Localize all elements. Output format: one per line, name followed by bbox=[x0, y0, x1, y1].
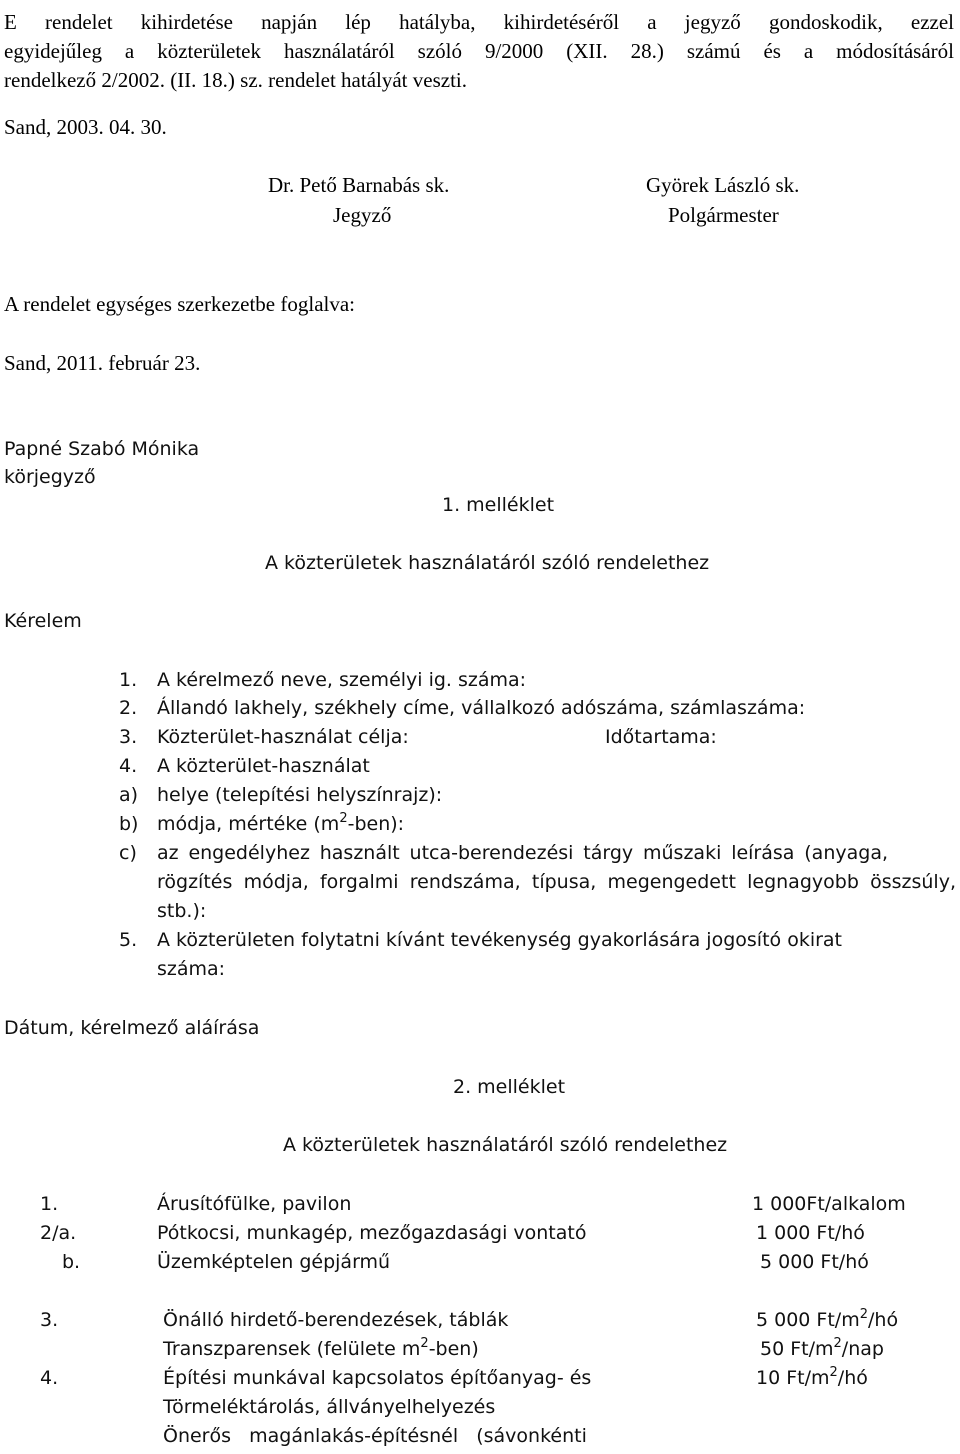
signature-right-title: Polgármester bbox=[668, 203, 779, 227]
method-extent-label: módja, mértéke $(m^2-ben)$: bbox=[157, 811, 405, 835]
row-number: 2/a. bbox=[40, 1222, 77, 1244]
address-tax-account-label: Állandó lakhely, székhely címe, vállalkozó adószáma, számlaszáma: bbox=[157, 697, 806, 719]
usage-purpose-label: Közterület-használat célja: bbox=[157, 726, 409, 748]
row-fee: 1 000Ft/alkalom bbox=[752, 1193, 906, 1215]
row-item: Építési munkával kapcsolatos építőanyag- és bbox=[163, 1367, 592, 1389]
item-number: 5. bbox=[119, 929, 138, 951]
row-number: b. bbox=[62, 1251, 81, 1273]
equipment-description-line-1: az engedélyhez használt utca-berendezési tárgy műszaki leírása (anyaga, bbox=[157, 842, 888, 864]
row-item: Árusítófülke, pavilon bbox=[157, 1193, 352, 1215]
permit-document-label-line-1: A közterületen folytatni kívánt tevékenység gyakorlására jogosító okirat bbox=[157, 929, 843, 951]
annex1-subtitle: A közterületek használatáról szóló rendelethez bbox=[265, 552, 710, 574]
clerk-title: körjegyző bbox=[4, 466, 96, 488]
row-number: 3. bbox=[40, 1309, 59, 1331]
row-item: Üzemképtelen gépjármű bbox=[157, 1251, 391, 1273]
public-space-usage-label: A közterület-használat bbox=[157, 755, 370, 777]
permit-document-label-line-2: száma: bbox=[157, 958, 226, 980]
row-item: Önerős magánlakás-építésnél (sávonkénti bbox=[163, 1425, 587, 1447]
row-item: Pótkocsi, munkagép, mezőgazdasági vontató bbox=[157, 1222, 587, 1244]
sub-item-letter: b) bbox=[119, 813, 139, 835]
item-number: 2. bbox=[119, 697, 138, 719]
sub-item-letter: c) bbox=[119, 842, 137, 864]
request-form-title: Kérelem bbox=[4, 610, 82, 632]
intro-line-1: E rendelet kihirdetése napján lép hatályba, kihirdetéséről a jegyző gondoskodik, ezzel bbox=[4, 10, 954, 34]
item-number: 3. bbox=[119, 726, 138, 748]
annex2-subtitle: A közterületek használatáról szóló rendelethez bbox=[283, 1134, 728, 1156]
applicant-name-id-label: A kérelmező neve, személyi ig. száma: bbox=[157, 669, 527, 691]
equipment-description-line-3: stb.): bbox=[157, 900, 207, 922]
sub-item-letter: a) bbox=[119, 784, 139, 806]
signature-left-title: Jegyző bbox=[333, 203, 392, 227]
date-signature-label: Dátum, kérelmező aláírása bbox=[4, 1017, 260, 1039]
item-number: 4. bbox=[119, 755, 138, 777]
row-fee: 10 $Ft/m^2/hó$ bbox=[756, 1365, 868, 1389]
clerk-name: Papné Szabó Mónika bbox=[4, 438, 200, 460]
location-label: helye (telepítési helyszínrajz): bbox=[157, 784, 443, 806]
row-fee: 50 $Ft/m^2$/nap bbox=[760, 1336, 884, 1360]
intro-line-2: egyidejűleg a közterületek használatáról szóló 9/2000 (XII. 28.) számú és a módosításáról bbox=[4, 39, 954, 63]
item-number: 1. bbox=[119, 669, 138, 691]
row-fee: 5 000 Ft/hó bbox=[760, 1251, 869, 1273]
row-fee: 5 000 $Ft/m^2/hó$ bbox=[756, 1307, 899, 1331]
consolidated-note: A rendelet egységes szerkezetbe foglalva: bbox=[4, 292, 356, 316]
signature-left-name: Dr. Pető Barnabás sk. bbox=[268, 173, 450, 197]
row-number: 1. bbox=[40, 1193, 59, 1215]
annex1-title: 1. melléklet bbox=[442, 494, 555, 516]
row-item: Törmeléktárolás, állványelhelyezés bbox=[163, 1396, 496, 1418]
place-date-2011: Sand, 2011. február 23. bbox=[4, 351, 201, 375]
row-fee: 1 000 Ft/hó bbox=[756, 1222, 865, 1244]
row-item: Önálló hirdető-berendezések, táblák bbox=[163, 1309, 509, 1331]
equipment-description-line-2: rögzítés módja, forgalmi rendszáma, típusa, megengedett legnagyobb összsúly, bbox=[157, 871, 956, 893]
intro-line-3: rendelkező 2/2002. (II. 18.) sz. rendelet hatályát veszti. bbox=[4, 68, 467, 92]
annex2-title: 2. melléklet bbox=[453, 1076, 566, 1098]
place-date-2003: Sand, 2003. 04. 30. bbox=[4, 115, 167, 139]
row-number: 4. bbox=[40, 1367, 59, 1389]
duration-label: Időtartama: bbox=[605, 726, 717, 748]
signature-right-name: Györek László sk. bbox=[646, 173, 800, 197]
row-item: Transzparensek (felülete $m^2-ben$) bbox=[163, 1336, 479, 1360]
